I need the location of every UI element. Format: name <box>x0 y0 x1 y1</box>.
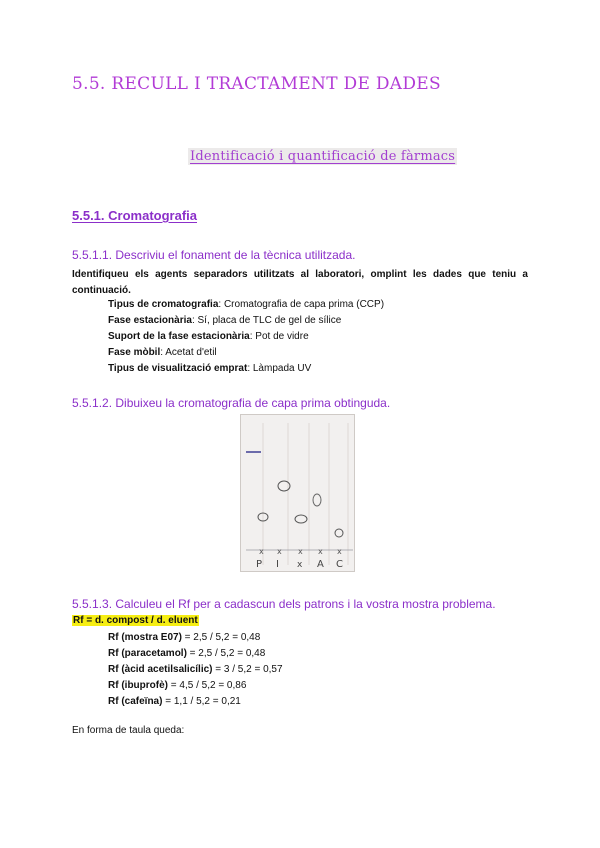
question-heading-5513: 5.5.1.3. Calculeu el Rf per a cadascun dels patrons i la vostra mostra problema. <box>72 597 496 611</box>
field-row <box>108 315 341 327</box>
rf-label: Rf (ibuprofè) <box>108 680 168 691</box>
question-heading-5511: 5.5.1.1. Descriviu el fonament de la tècnica utilitzada. <box>72 248 356 262</box>
rf-label: Rf (cafeïna) <box>108 696 163 707</box>
rf-row <box>108 664 283 675</box>
lane-label: P <box>256 559 263 570</box>
field-value: : Làmpada UV <box>247 363 312 374</box>
field-value: : Pot de vidre <box>249 331 309 342</box>
question-heading-5512: 5.5.1.2. Dibuixeu la cromatografia de capa prima obtinguda. <box>72 396 391 410</box>
table-intro-text: En forma de taula queda: <box>72 725 185 736</box>
rf-value: = 2,5 / 5,2 = 0,48 <box>181 632 261 643</box>
origin-mark: x <box>337 547 342 556</box>
rf-row <box>108 648 265 659</box>
rf-label: Rf (àcid acetilsalicílic) <box>108 664 213 675</box>
section-heading-551: 5.5.1. Cromatografia <box>72 208 197 223</box>
field-label: Fase mòbil <box>108 347 161 358</box>
origin-mark: x <box>318 547 323 556</box>
intro-paragraph <box>72 267 528 299</box>
field-value: : Acetat d'etil <box>160 347 217 358</box>
lane-label: C <box>336 559 343 570</box>
spot <box>335 529 343 537</box>
field-label: Suport de la fase estacionària <box>108 331 250 342</box>
rf-value: = 1,1 / 5,2 = 0,21 <box>162 696 241 707</box>
lane-label: I <box>276 559 279 570</box>
subtitle: Identificació i quantificació de fàrmacs <box>190 149 456 164</box>
origin-mark: x <box>259 547 264 556</box>
origin-mark: x <box>277 547 282 556</box>
lane-label: x <box>297 560 303 570</box>
intro-line-1: Identifiqueu els agents separadors utilitzats al laboratori, omplint les dades que teniu a <box>72 269 528 280</box>
field-label: Fase estacionària <box>108 315 192 326</box>
rf-label: Rf (mostra E07) <box>108 632 182 643</box>
field-label: Tipus de cromatografia <box>108 299 219 310</box>
rf-row <box>108 680 246 691</box>
field-value: : Sí, placa de TLC de gel de sílice <box>191 315 342 326</box>
rf-row <box>108 632 260 643</box>
rf-value: = 4,5 / 5,2 = 0,86 <box>168 680 247 691</box>
intro-line-2: continuació. <box>72 285 131 296</box>
spot <box>313 494 321 506</box>
rf-value: = 2,5 / 5,2 = 0,48 <box>186 648 266 659</box>
lane-label: A <box>317 559 324 570</box>
field-value: : Cromatografia de capa prima (CCP) <box>218 299 385 310</box>
field-row <box>108 363 311 375</box>
origin-mark: x <box>298 547 303 556</box>
page-title: 5.5. RECULL I TRACTAMENT DE DADES <box>72 74 441 94</box>
rf-label: Rf (paracetamol) <box>108 648 187 659</box>
tlc-plate-drawing <box>241 415 356 573</box>
rf-value: = 3 / 5,2 = 0,57 <box>212 664 283 675</box>
field-row <box>108 347 217 359</box>
field-label: Tipus de visualització emprat <box>108 363 248 374</box>
spot <box>295 515 307 523</box>
field-row <box>108 331 309 343</box>
tlc-plate-photo <box>240 414 355 572</box>
rf-formula: Rf = d. compost / d. eluent <box>73 615 198 626</box>
field-row <box>108 299 384 311</box>
rf-row <box>108 696 241 707</box>
